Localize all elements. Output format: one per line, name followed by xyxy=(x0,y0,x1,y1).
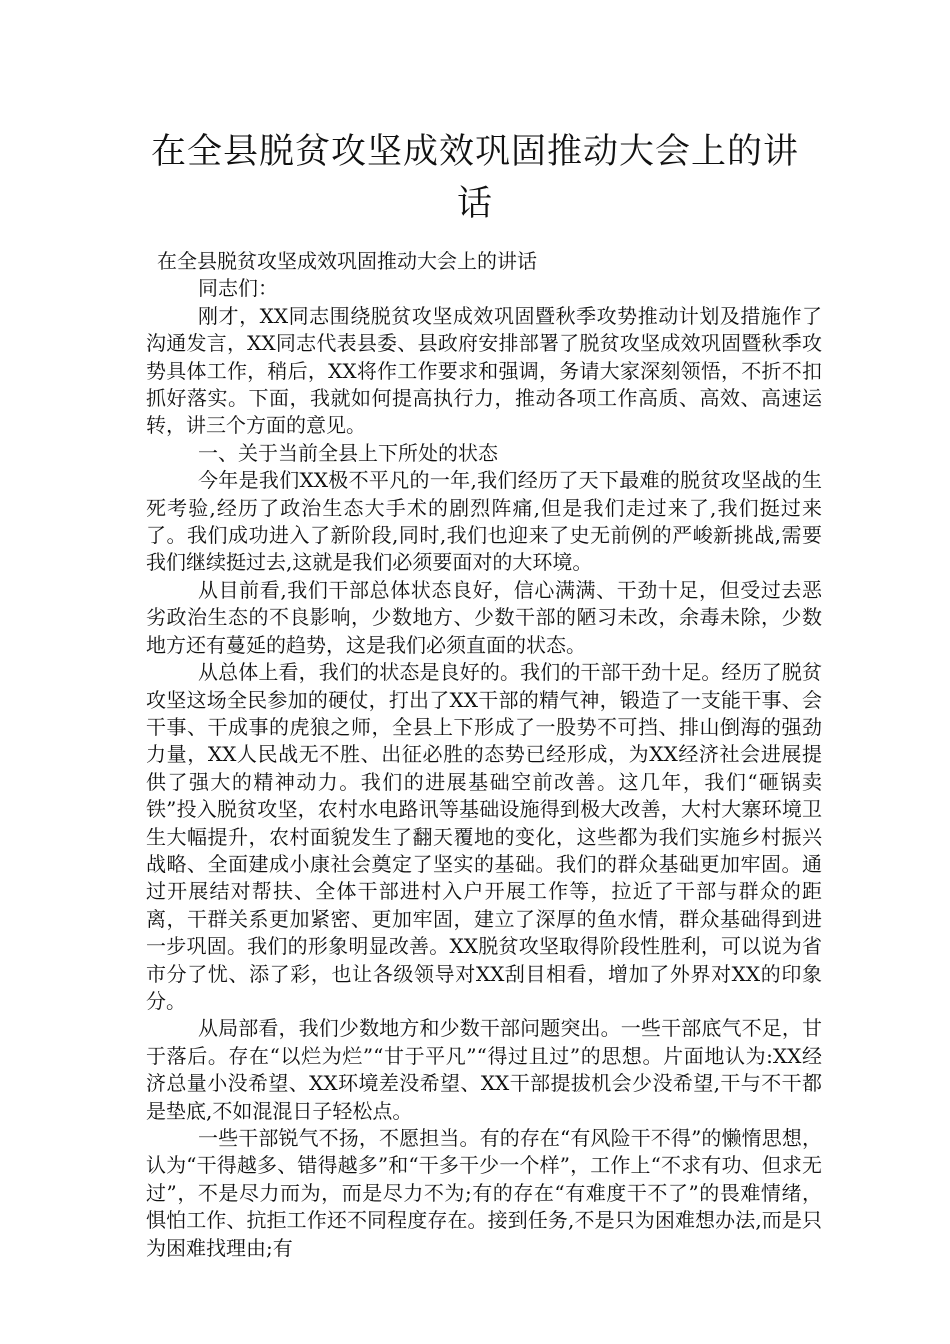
paragraph: 刚才，XX同志围绕脱贫攻坚成效巩固暨秋季攻势推动计划及措施作了沟通发言，XX同志代表县委、县政府安排部署了脱贫攻坚成效巩固暨秋季攻势具体工作，稍后，XX将作工作要求和强调，务请大家深刻领悟，不折不扣抓好落实。下面，我就如何提高执行力，推动各项工作高质、高效、高速运转，讲三个方面的意见。 xyxy=(146,303,822,438)
paragraph: 从局部看，我们少数地方和少数干部问题突出。一些干部底气不足，甘于落后。存在“以烂为烂”“甘于平凡”“得过且过”的思想。片面地认为:XX经济总量小没希望、XX环境差没希望、XX干部提拔机会少没希望,干与不干都是垫底,不如混混日子轻松点。 xyxy=(146,1016,822,1123)
salutation: 同志们： xyxy=(198,276,278,301)
paragraph: 一些干部锐气不扬，不愿担当。有的存在“有风险干不得”的懒惰思想，认为“干得越多、错得越多”和“干多干少一个样”，工作上“不求有功、但求无过”，不是尽力而为，而是尽力不为;有的存在“有难度干不了”的畏难情绪，惧怕工作、抗拒工作还不同程度存在。接到任务,不是只为困难想办法,而是只为困难找理由;有 xyxy=(146,1126,822,1260)
paragraph: 从目前看,我们干部总体状态良好，信心满满、干劲十足，但受过去恶劣政治生态的不良影响，少数地方、少数干部的陋习未改，余毒未除，少数地方还有蔓延的趋势，这是我们必须直面的状态。 xyxy=(146,577,822,657)
paragraph: 从总体上看，我们的状态是良好的。我们的干部干劲十足。经历了脱贫攻坚这场全民参加的硬仗，打出了XX干部的精气神，锻造了一支能干事、会干事、干成事的虎狼之师，全县上下形成了一股势不可挡、排山倒海的强劲力量，XX人民战无不胜、出征必胜的态势已经形成，为XX经济社会进展提供了强大的精神动力。我们的进展基础空前改善。这几年，我们“砸锅卖铁”投入脱贫攻坚，农村水电路讯等基础设施得到极大改善，大村大寨环境卫生大幅提升，农村面貌发生了翻天覆地的变化，这些都为我们实施乡村振兴战略、全面建成小康社会奠定了坚实的基础。我们的群众基础更加牢固。通过开展结对帮扶、全体干部进村入户开展工作等，拉近了干部与群众的距离，干群关系更加紧密、更加牢固，建立了深厚的鱼水情，群众基础得到进一步巩固。我们的形象明显改善。XX脱贫攻坚取得阶段性胜利，可以说为省市分了忧、添了彩，也让各级领导对XX刮目相看，增加了外界对XX的印象分。 xyxy=(146,660,822,1013)
paragraph: 今年是我们XX极不平凡的一年,我们经历了天下最难的脱贫攻坚战的生死考验,经历了政治生态大手术的剧烈阵痛,但是我们走过来了,我们挺过来了。我们成功进入了新阶段,同时,我们也迎来了史无前例的严峻新挑战,需要我们继续挺过去,这就是我们必须要面对的大环境。 xyxy=(146,468,822,575)
document-title: 在全县脱贫攻坚成效巩固推动大会上的讲话 xyxy=(150,132,799,224)
document-body xyxy=(146,248,822,1262)
section-heading: 一、关于当前全县上下所处的状态 xyxy=(198,440,498,465)
document-subtitle: 在全县脱贫攻坚成效巩固推动大会上的讲话 xyxy=(157,249,537,273)
